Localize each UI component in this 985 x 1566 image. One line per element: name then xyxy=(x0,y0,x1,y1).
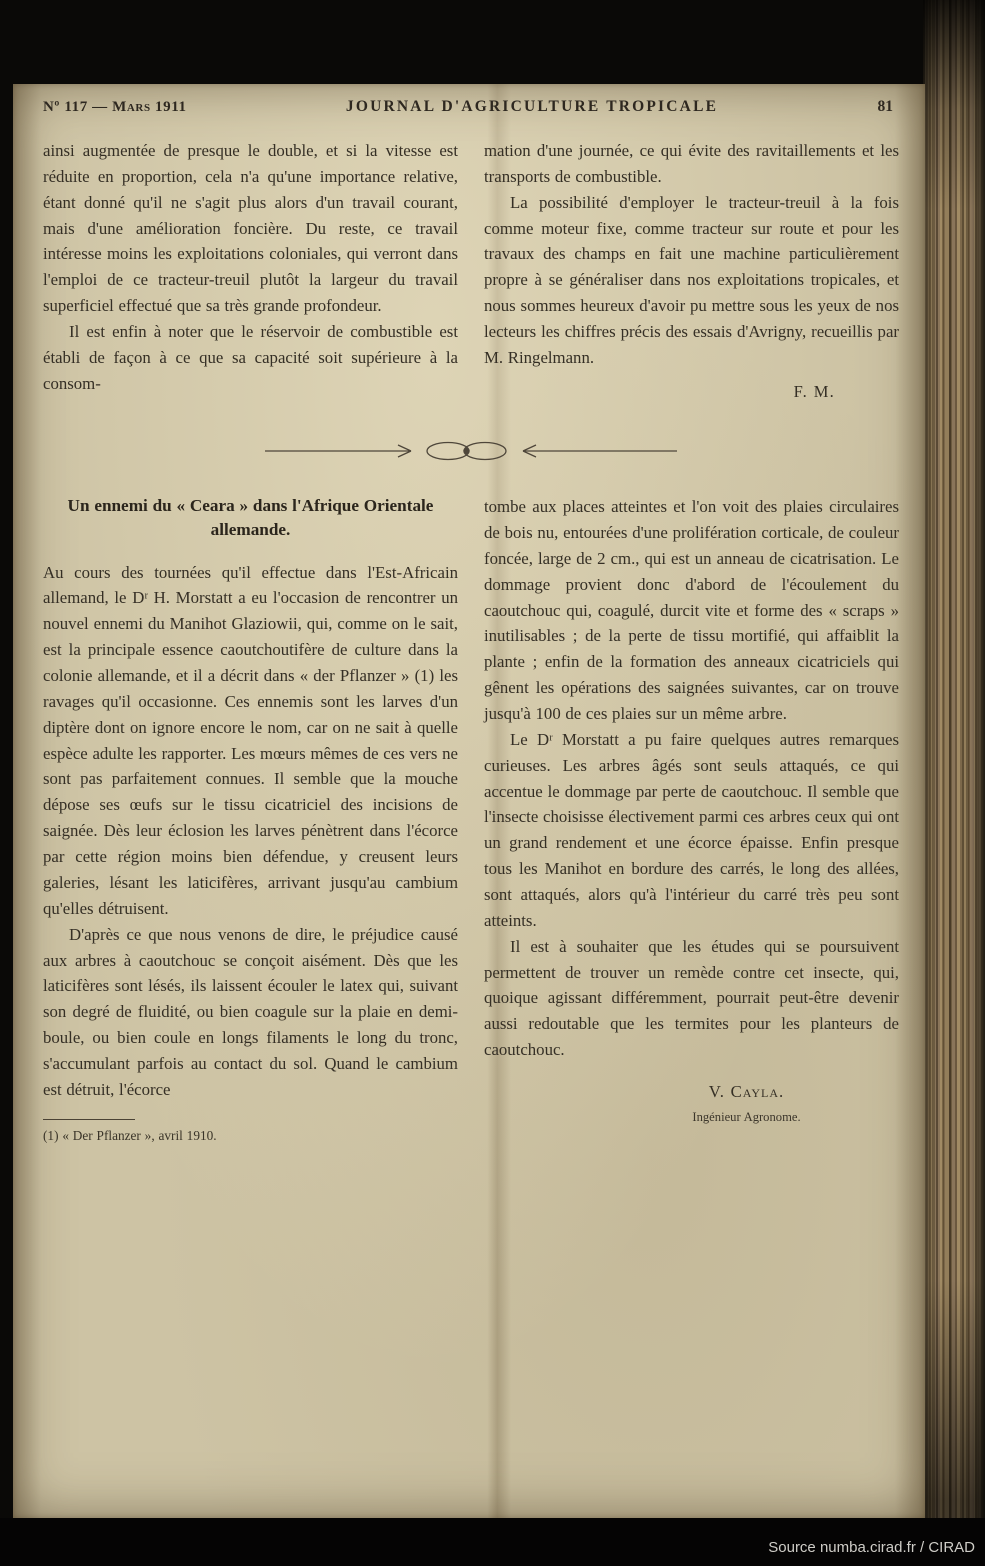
page-header xyxy=(43,98,899,116)
article-ceara-section xyxy=(43,494,899,1146)
journal-title: JOURNAL D'AGRICULTURE TROPICALE xyxy=(345,98,719,115)
book-page-edges xyxy=(923,0,985,1526)
ornamental-divider-icon xyxy=(261,438,681,464)
paragraph: Il est à souhaiter que les études qui se poursuivent permettent de trouver un remède contre cet insecte, qui, quoique agissant différemment, pourrait peut-être devenir aussi redoutable que les termites pour les planteurs de caoutchouc. xyxy=(484,936,899,1060)
author-signature: V. Cayla. xyxy=(708,1082,785,1102)
article-tracteur-section xyxy=(43,138,899,404)
paragraph: mation d'une journée, ce qui évite des ravitaillements et les transports de combustible. xyxy=(484,141,899,186)
paragraph: Au cours des tournées qu'il effectue dans l'Est-Africain allemand, le Dʳ H. Morstatt a eu l'occasion de rencontrer un nouvel ennemi du Manihot Glaziowii, qui, comme on le sait, est la principale essence caoutchoutifère de culture dans la colonie allemande, et il a décrit dans « der Pflanzer » (1) les ravages qu'il occasionne. Ces ennemis sont les larves d'un diptère dont on ignore encore le nom, car on ne sait à quelle espèce adulte les rapporter. Les mœurs mêmes de ces vers ne sont pas parfaitement connues. Il semble que la mouche dépose ses œufs sur le tissu cicatriciel des incisions de saignée. Dès leur éclosion les larves pénètrent dans l'écorce par cette région moins bien défendue, y creusent leurs galeries, lésant les laticifères, arrivant jusqu'au cambium qu'elles détruisent. xyxy=(43,562,458,918)
paper-sheet xyxy=(13,84,925,1518)
ceara-left-column xyxy=(43,494,458,1146)
paragraph: D'après ce que nous venons de dire, le préjudice causé aux arbres à caoutchouc se conçoit aisément. Dès que les laticifères sont lésés, ils laissent écouler le latex qui, suivant son degré de fluidité, ou bien coagule sur la plaie en demi-boule, ou bien coule en longs filaments le long du tronc, s'accumulant parfois au contact du sol. Quand le cambium est détruit, l'écorce xyxy=(43,924,458,1099)
ceara-right-column xyxy=(484,494,899,1146)
paragraph: La possibilité d'employer le tracteur-treuil à la fois comme moteur fixe, comme tracteur sur route et pour les travaux des champs en fait une machine particulièrement propre à se généraliser dans nos exploitations tropicales, et nous sommes heureux d'avoir pu mettre sous les yeux de nos lecteurs les chiffres précis des essais d'Avrigny, recueillis par M. Ringelmann. xyxy=(484,192,899,367)
paragraph: tombe aux places atteintes et l'on voit des plaies circulaires de bois nu, entourées d'une prolifération corticale, de couleur foncée, large de 2 cm., qui est un anneau de cicatrisation. Le dommage provient donc d'abord de l'écoulement du caoutchouc qui, coagulé, durcit vite et forme des « scraps » inutilisables ; de la perte de tissu mortifié, qui affaiblit la plante ; enfin de la formation des anneaux cicatriciels qui gênent les opérations des saignées suivantes, car on trouve jusqu'à 100 de ces plaies sur un même arbre. xyxy=(484,497,899,724)
footnote-text: (1) « Der Pflanzer », avril 1910. xyxy=(43,1127,217,1143)
tracteur-left-column xyxy=(43,138,458,404)
source-attribution: Source numba.cirad.fr / CIRAD xyxy=(768,1539,975,1556)
page-edges-shading xyxy=(923,0,985,1526)
author-initials: F. M. xyxy=(793,381,835,401)
footnote-rule xyxy=(43,1119,135,1120)
section-divider xyxy=(43,438,899,464)
author-role: Ingénieur Agronome. xyxy=(692,1109,801,1124)
paragraph: Il est enfin à noter que le réservoir de combustible est établi de façon à ce que sa capacité soit supérieure à la consom- xyxy=(43,322,458,393)
paragraph: Le Dʳ Morstatt a pu faire quelques autres remarques curieuses. Les arbres âgés sont seuls attaqués, ce qui accentue le dommage par perte de caoutchouc. Il semble que l'insecte choisisse électivement parmi ces arbres ceux qui ont un grand rendement et une écorce épaisse. Enfin presque tous les Manihot en bordure des carrés, le long des allées, sont attaqués, alors qu'à l'intérieur du carré très peu sont atteints. xyxy=(484,729,899,930)
page-number: 81 xyxy=(877,98,893,115)
article-title: Un ennemi du « Ceara » dans l'Afrique Orientale allemande. xyxy=(67,496,434,539)
paragraph: ainsi augmentée de presque le double, et si la vitesse est réduite en proportion, cela n'a qu'une importance relative, étant donné qu'il ne s'agit plus alors d'un travail courant, mais d'une amélioration foncière. Du reste, ce travail intéresse moins les exploitations coloniales, qui verront dans l'emploi de ce tracteur-treuil plutôt la largeur du travail superficiel effectué que sa très grande profondeur. xyxy=(43,141,458,316)
tracteur-right-column xyxy=(484,138,899,404)
issue-number: Nº 117 — Mars 1911 xyxy=(43,99,187,115)
footnote xyxy=(43,1119,458,1146)
